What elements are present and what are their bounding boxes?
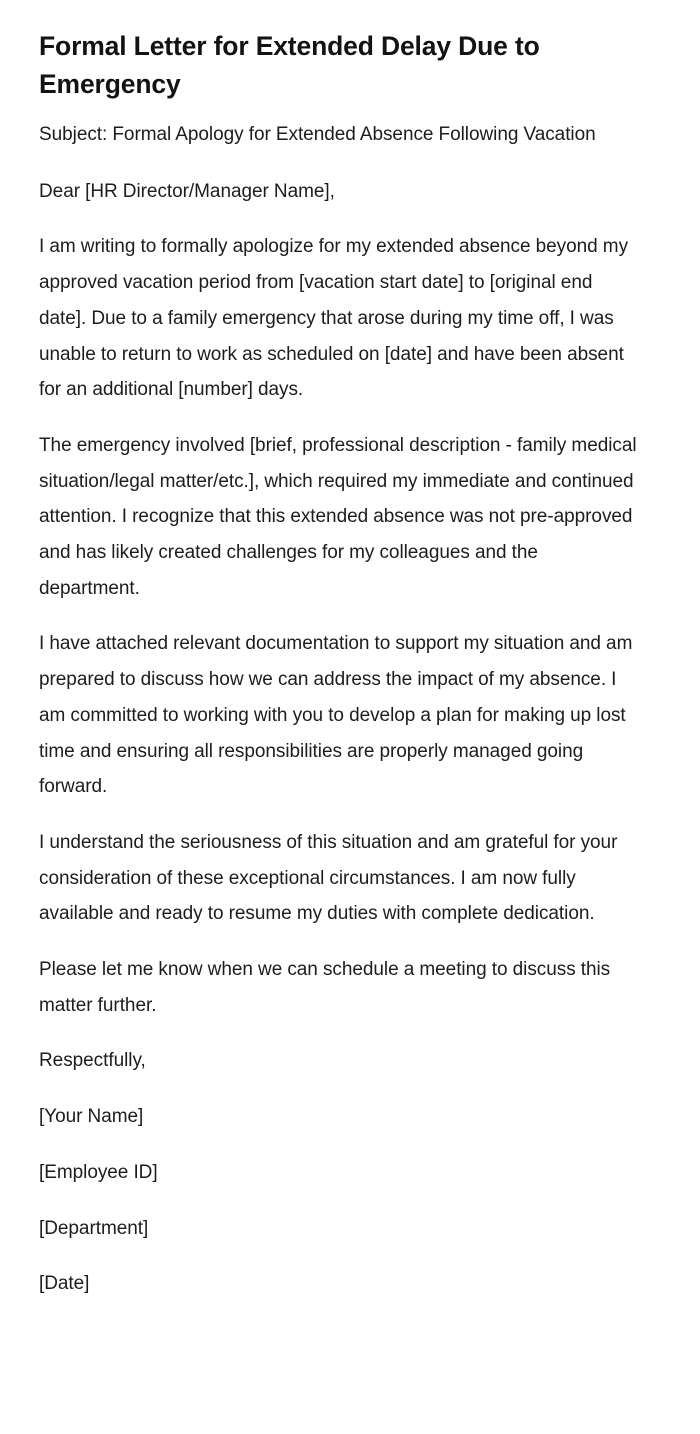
signature-line-department: [Department] <box>39 1217 149 1239</box>
salutation: Dear [HR Director/Manager Name], <box>39 180 335 202</box>
signature-line-employee-id: [Employee ID] <box>39 1161 158 1183</box>
subject-line: Subject: Formal Apology for Extended Absence Following Vacation <box>39 124 596 145</box>
body-paragraph-4: I understand the seriousness of this situation and am grateful for your consideration of these exceptional circumstances. I am now fully available and ready to resume my duties with complete dedication. <box>39 831 618 925</box>
page-title: Formal Letter for Extended Delay Due to Emergency <box>39 31 540 99</box>
closing-salutation: Respectfully, <box>39 1050 146 1072</box>
body-paragraph-5: Please let me know when we can schedule a meeting to discuss this matter further. <box>39 959 611 1016</box>
signature-line-name: [Your Name] <box>39 1106 144 1128</box>
signature-line-date: [Date] <box>39 1273 90 1295</box>
body-paragraph-1: I am writing to formally apologize for my extended absence beyond my approved vacation period from [vacation start date] to [original end date]. Due to a family emergency that arose during my time off, I was unable to return to work as scheduled on [date] and have been absent for an additional [number] days. <box>39 236 629 401</box>
body-paragraph-2: The emergency involved [brief, professional description - family medical situation/legal matter/etc.], which required my immediate and continued attention. I recognize that this extended absence was not pre-approved and has likely created challenges for my colleagues and the department. <box>39 434 637 599</box>
body-paragraph-3: I have attached relevant documentation to support my situation and am prepared to discuss how we can address the impact of my absence. I am committed to working with you to develop a plan for making up lost time and ensuring all responsibilities are properly managed going forward. <box>39 633 633 798</box>
